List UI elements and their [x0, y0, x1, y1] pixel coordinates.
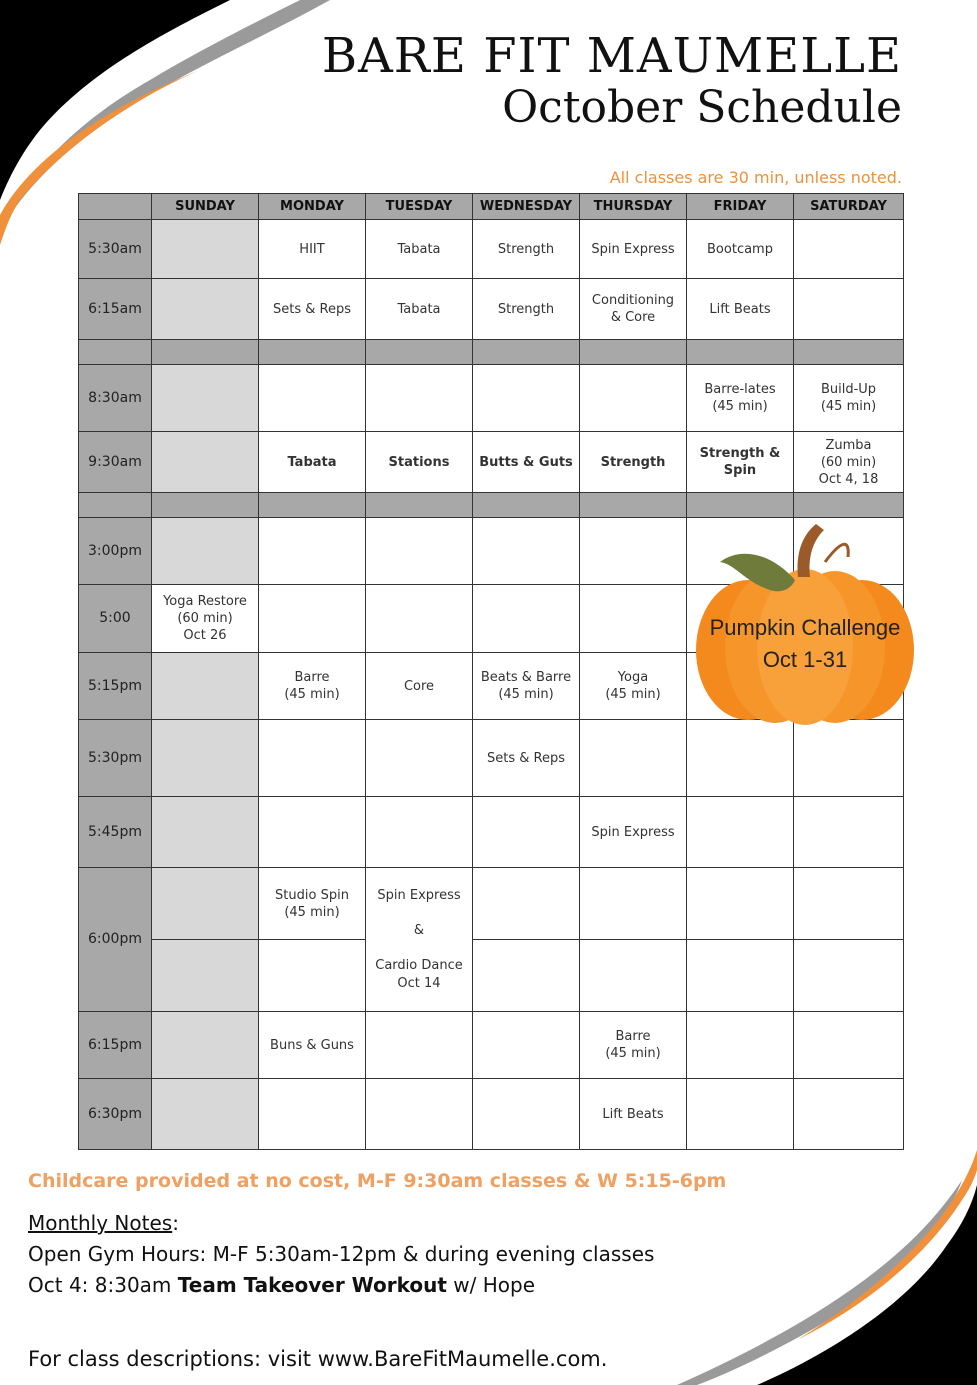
class-cell — [152, 585, 259, 653]
pumpkin-line: Pumpkin Challenge — [709, 615, 901, 640]
table-row — [79, 720, 904, 797]
class-cell — [473, 797, 580, 868]
day-header: THURSDAY — [580, 194, 687, 220]
class-cell — [259, 518, 366, 585]
time-cell: 6:00pm — [79, 868, 152, 1012]
separator-cell — [794, 493, 904, 518]
class-cell — [794, 720, 904, 797]
notes-line-text: Oct 4: 8:30am — [28, 1273, 178, 1297]
class-cell — [687, 797, 794, 868]
table-row — [79, 220, 904, 279]
class-cell — [687, 432, 794, 493]
class-cell — [687, 940, 794, 1012]
class-cell — [794, 868, 904, 940]
class-cell — [366, 1012, 473, 1079]
class-line: Strength & — [699, 446, 781, 461]
class-line: (45 min) — [498, 687, 554, 702]
time-cell: 6:15pm — [79, 1012, 152, 1079]
class-line: (45 min) — [820, 399, 877, 414]
time-cell: 6:15am — [79, 279, 152, 340]
separator-cell — [366, 493, 473, 518]
pumpkin-challenge-label — [690, 612, 920, 676]
class-cell — [794, 1012, 904, 1079]
table-row — [79, 940, 904, 1012]
class-cell — [473, 365, 580, 432]
class-cell — [152, 720, 259, 797]
class-line: Yoga — [617, 670, 649, 685]
time-cell: 5:30am — [79, 220, 152, 279]
class-cell: Bootcamp — [687, 220, 794, 279]
notes-heading-line — [28, 1208, 654, 1239]
class-line: & — [413, 922, 425, 938]
class-cell: Spin Express — [580, 797, 687, 868]
class-cell — [259, 653, 366, 720]
notes-heading: Monthly Notes — [28, 1211, 173, 1235]
page-subtitle: October Schedule — [502, 82, 902, 133]
day-header-row — [79, 194, 904, 220]
corner-cell — [79, 194, 152, 220]
table-row — [79, 1012, 904, 1079]
separator-cell — [580, 493, 687, 518]
class-cell — [794, 797, 904, 868]
separator-cell — [473, 493, 580, 518]
class-cell — [152, 868, 259, 940]
class-cell — [366, 1079, 473, 1150]
time-cell: 8:30am — [79, 365, 152, 432]
class-cell — [687, 365, 794, 432]
table-row — [79, 365, 904, 432]
class-cell — [794, 220, 904, 279]
class-line: Barre — [294, 670, 330, 685]
table-row — [79, 432, 904, 493]
class-cell — [259, 720, 366, 797]
class-line: (45 min) — [284, 904, 340, 920]
table-row — [79, 1079, 904, 1150]
class-cell: Lift Beats — [687, 279, 794, 340]
class-line: Cardio Dance — [375, 957, 463, 973]
time-cell: 5:00 — [79, 585, 152, 653]
separator-row — [79, 493, 904, 518]
day-header: FRIDAY — [687, 194, 794, 220]
day-header: WEDNESDAY — [473, 194, 580, 220]
class-cell — [687, 868, 794, 940]
notes-line-bold: Team Takeover Workout — [177, 1273, 447, 1297]
class-cell: Buns & Guns — [259, 1012, 366, 1079]
class-cell — [794, 365, 904, 432]
duration-note: All classes are 30 min, unless noted. — [609, 168, 902, 187]
class-line: & Core — [610, 310, 656, 325]
class-cell — [259, 1079, 366, 1150]
monthly-notes — [28, 1208, 654, 1301]
class-cell: Tabata — [259, 432, 366, 493]
footer-note: For class descriptions: visit www.BareFitMaumelle.com. — [28, 1347, 608, 1371]
class-cell — [580, 720, 687, 797]
class-line: Barre-lates — [704, 382, 776, 397]
class-cell: Core — [366, 653, 473, 720]
class-line: Zumba — [825, 437, 872, 453]
class-line: Beats & Barre — [480, 670, 572, 685]
class-cell — [152, 279, 259, 340]
class-cell — [473, 653, 580, 720]
class-line: Oct 14 — [397, 975, 441, 991]
class-line: Spin Express — [377, 887, 461, 903]
separator-cell — [580, 340, 687, 365]
notes-line-text: w/ Hope — [446, 1273, 536, 1297]
time-cell: 6:30pm — [79, 1079, 152, 1150]
class-line: (45 min) — [605, 1046, 661, 1061]
notes-line: Open Gym Hours: M-F 5:30am-12pm & during evening classes — [28, 1242, 655, 1266]
class-cell — [152, 940, 259, 1012]
class-cell — [794, 279, 904, 340]
separator-cell — [79, 493, 152, 518]
class-cell — [580, 653, 687, 720]
class-line: (60 min) — [177, 611, 233, 626]
class-cell — [259, 940, 366, 1012]
class-cell: Tabata — [366, 220, 473, 279]
class-cell — [794, 940, 904, 1012]
class-line: (45 min) — [712, 399, 768, 414]
class-cell — [473, 585, 580, 653]
class-cell — [473, 940, 580, 1012]
pumpkin-line: Oct 1-31 — [762, 647, 848, 672]
table-row — [79, 279, 904, 340]
separator-cell — [473, 340, 580, 365]
class-cell — [152, 365, 259, 432]
class-line: Build-Up — [820, 382, 877, 397]
separator-cell — [687, 340, 794, 365]
class-cell: Sets & Reps — [259, 279, 366, 340]
class-cell — [152, 653, 259, 720]
class-cell: HIIT — [259, 220, 366, 279]
separator-cell — [79, 340, 152, 365]
table-row — [79, 797, 904, 868]
time-cell: 9:30am — [79, 432, 152, 493]
notes-heading-colon: : — [172, 1211, 179, 1235]
class-cell — [259, 797, 366, 868]
class-cell: Stations — [366, 432, 473, 493]
class-cell — [794, 1079, 904, 1150]
separator-cell — [152, 493, 259, 518]
class-line: Yoga Restore — [163, 594, 247, 609]
class-cell: Lift Beats — [580, 1079, 687, 1150]
class-cell: Sets & Reps — [473, 720, 580, 797]
class-cell — [580, 940, 687, 1012]
separator-cell — [259, 493, 366, 518]
day-header: TUESDAY — [366, 194, 473, 220]
page-title: BARE FIT MAUMELLE — [321, 28, 902, 84]
class-cell — [152, 1012, 259, 1079]
class-cell — [794, 432, 904, 493]
class-cell: Strength — [580, 432, 687, 493]
class-line: (45 min) — [284, 687, 340, 702]
class-cell: Strength — [473, 279, 580, 340]
class-line: Barre — [615, 1029, 651, 1044]
class-cell — [152, 1079, 259, 1150]
class-line: Studio Spin — [275, 887, 349, 903]
class-cell: Tabata — [366, 279, 473, 340]
class-cell — [580, 1012, 687, 1079]
class-line: (45 min) — [605, 687, 661, 702]
time-cell: 3:00pm — [79, 518, 152, 585]
class-cell — [259, 868, 366, 940]
childcare-note: Childcare provided at no cost, M-F 9:30am classes & W 5:15-6pm — [28, 1170, 727, 1192]
class-cell — [152, 432, 259, 493]
class-cell — [580, 585, 687, 653]
day-header: MONDAY — [259, 194, 366, 220]
class-line: Oct 26 — [183, 628, 227, 643]
class-cell — [152, 518, 259, 585]
day-header: SUNDAY — [152, 194, 259, 220]
class-cell — [580, 518, 687, 585]
separator-cell — [687, 493, 794, 518]
class-cell — [473, 868, 580, 940]
class-cell — [687, 720, 794, 797]
class-cell — [366, 868, 473, 1012]
class-cell — [687, 1079, 794, 1150]
class-cell — [580, 279, 687, 340]
class-cell — [366, 585, 473, 653]
separator-cell — [366, 340, 473, 365]
class-line: Spin — [723, 463, 757, 478]
class-line: Conditioning — [591, 293, 675, 308]
class-cell — [152, 220, 259, 279]
class-cell — [473, 1012, 580, 1079]
separator-row — [79, 340, 904, 365]
time-cell: 5:30pm — [79, 720, 152, 797]
class-line: Oct 4, 18 — [818, 471, 879, 487]
class-cell: Butts & Guts — [473, 432, 580, 493]
table-row — [79, 868, 904, 940]
class-cell — [366, 720, 473, 797]
notes-line — [28, 1270, 654, 1301]
class-cell: Strength — [473, 220, 580, 279]
class-cell — [473, 1079, 580, 1150]
class-cell — [580, 868, 687, 940]
class-cell — [366, 365, 473, 432]
class-cell: Spin Express — [580, 220, 687, 279]
class-cell — [259, 585, 366, 653]
class-cell — [687, 1012, 794, 1079]
class-cell — [580, 365, 687, 432]
class-cell — [366, 797, 473, 868]
time-cell: 5:45pm — [79, 797, 152, 868]
class-line: (60 min) — [820, 454, 877, 470]
class-cell — [152, 797, 259, 868]
separator-cell — [152, 340, 259, 365]
time-cell: 5:15pm — [79, 653, 152, 720]
day-header: SATURDAY — [794, 194, 904, 220]
class-cell — [366, 518, 473, 585]
separator-cell — [259, 340, 366, 365]
class-cell — [473, 518, 580, 585]
separator-cell — [794, 340, 904, 365]
class-cell — [259, 365, 366, 432]
